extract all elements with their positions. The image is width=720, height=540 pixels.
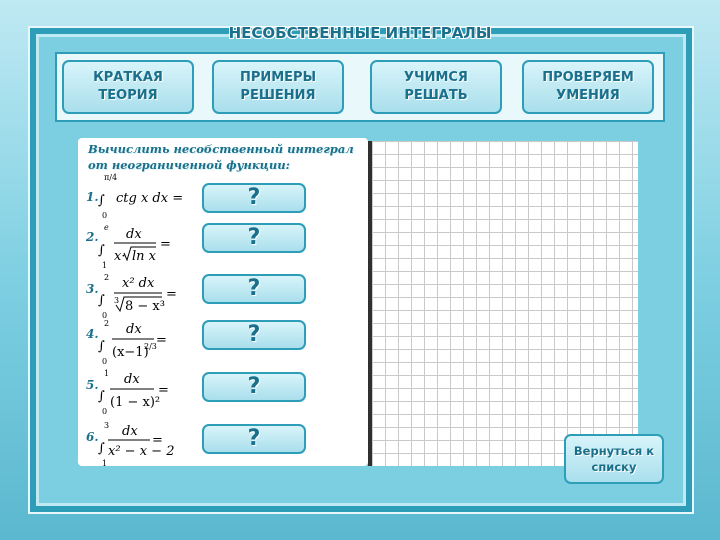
problem-3-root-index: 3 [114,296,120,305]
problem-2-number: 2. [86,230,99,244]
problem-6-upper: 3 [104,421,110,430]
problem-2-answer-button[interactable] [202,223,306,253]
problem-4-answer-label: ? [247,322,261,347]
problem-1-formula [96,172,196,222]
problem-3-formula [96,272,196,322]
problem-3-answer-label: ? [247,276,261,301]
problem-3-lower: 0 [102,311,108,320]
problem-5-numerator: dx [124,372,140,387]
problem-1-upper: π/4 [104,173,118,182]
problem-1-integrand: ctg x dx = [116,191,184,206]
nav-check-button[interactable]: ПРОВЕРЯЕМ УМЕНИЯ [522,60,654,114]
problem-4-number: 4. [86,327,99,341]
problem-2-answer-label: ? [247,225,261,250]
task-text: Вычислить несобственный интеграл от неограниченной функции: [88,142,354,172]
problem-6-answer-label: ? [247,426,261,451]
page-title: НЕСОБСТВЕННЫЕ ИНТЕГРАЛЫ [228,24,492,42]
problem-4-tail: = [156,333,167,348]
problem-4-answer-button[interactable] [202,320,306,350]
problem-4-exponent: 2/3 [144,342,157,351]
problem-6-number: 6. [86,430,99,444]
problem-4-formula [96,318,196,368]
nav-examples-button[interactable]: ПРИМЕРЫ РЕШЕНИЯ [212,60,344,114]
problem-2-upper: e [104,223,109,232]
problem-3-radicand: 8 − x³ [125,299,165,314]
integral-sign-icon: ∫ [98,243,105,258]
problem-4-numerator: dx [126,322,142,337]
problem-2-den-left: x· [114,249,126,264]
problem-2-formula [96,222,196,272]
problem-4-denominator: (x−1) [112,345,149,360]
problem-3-number: 3. [86,282,99,296]
problem-6-lower: 1 [102,459,108,468]
problem-6-answer-button[interactable] [202,424,306,454]
problem-1-number: 1. [86,190,99,204]
problem-2-tail: = [160,237,171,252]
integral-sign-icon: ∫ [98,389,105,404]
problem-2-radicand: ln x [132,249,156,264]
problem-4-upper: 2 [104,319,110,328]
integral-sign-icon: ∫ [98,193,105,208]
problem-3-upper: 2 [104,273,110,282]
problem-5-tail: = [158,383,169,398]
problem-3-answer-button[interactable] [202,274,306,304]
problem-5-answer-button[interactable] [202,372,306,402]
problem-5-number: 5. [86,378,99,392]
integral-sign-icon: ∫ [98,441,105,456]
problem-3-tail: = [166,287,177,302]
problem-6-denominator: x² − x − 2 [108,444,175,459]
problem-6-formula [96,420,196,470]
problem-1-answer-label: ? [247,185,261,210]
problem-6-tail: = [152,433,163,448]
grid-notebook [368,141,638,466]
integral-sign-icon: ∫ [98,339,105,354]
problem-5-denominator: (1 − x)² [110,395,161,410]
problem-5-upper: 1 [104,369,110,378]
problem-4-lower: 0 [102,357,108,366]
problem-1-answer-button[interactable] [202,183,306,213]
problem-3-numerator: x² dx [122,276,155,291]
problem-2-numerator: dx [126,227,142,242]
problem-2-lower: 1 [102,261,108,270]
problem-6-numerator: dx [122,424,138,439]
back-to-list-button[interactable]: Вернуться к списку [564,434,664,484]
nav-learn-button[interactable]: УЧИМСЯ РЕШАТЬ [370,60,502,114]
problem-1-lower: 0 [102,211,108,220]
problem-5-lower: 0 [102,407,108,416]
integral-sign-icon: ∫ [98,293,105,308]
nav-theory-button[interactable]: КРАТКАЯ ТЕОРИЯ [62,60,194,114]
problem-5-formula [96,368,196,418]
problem-5-answer-label: ? [247,374,261,399]
